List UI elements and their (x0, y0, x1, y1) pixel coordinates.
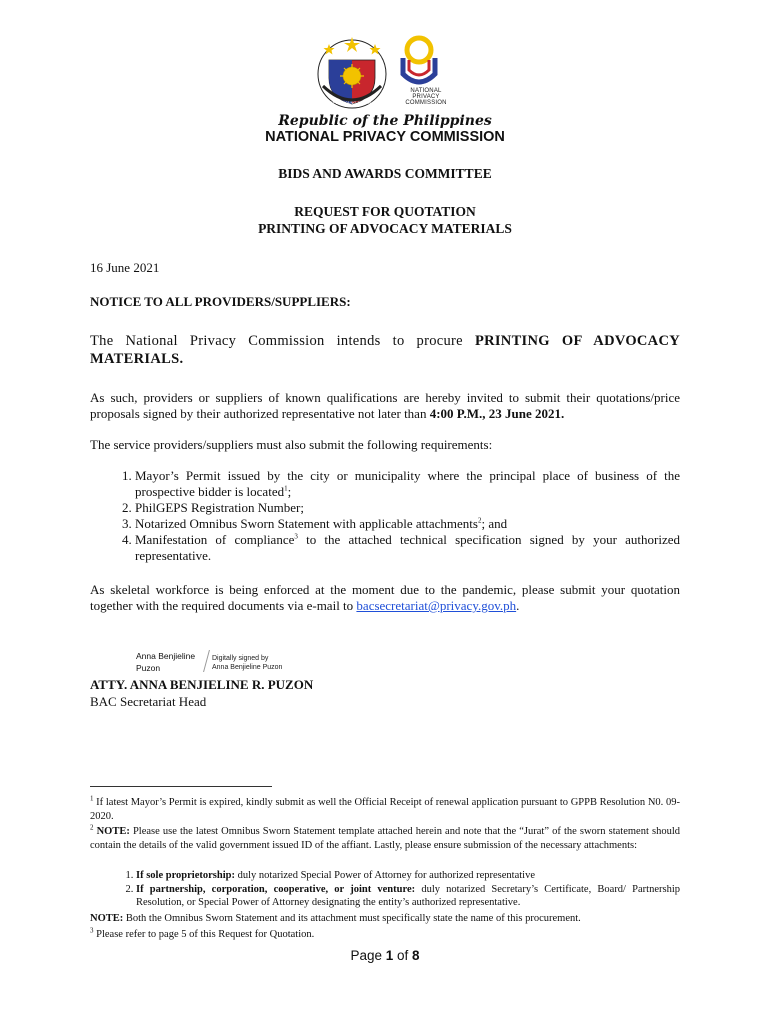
republic-heading: Republic of the Philippines (278, 113, 492, 129)
rfq-title: REQUEST FOR QUOTATION (294, 204, 476, 219)
invitation-paragraph (90, 390, 680, 422)
list-item: 2. If partnership, corporation, cooperative, or joint venture: duly notarized Secretary’s Certificate, Board/ Partnership Resolution, or Special Power of Attorney designating the entity’s authorized representative. (136, 883, 680, 910)
npc-logo-line: PRIVACY (412, 94, 440, 100)
requirements-list (90, 468, 680, 564)
rfq-subject: PRINTING OF ADVOCACY MATERIALS (258, 221, 512, 236)
email-link[interactable]: bacsecretariat@privacy.gov.ph (356, 598, 517, 613)
deadline: 4:00 P.M., 23 June 2021. (429, 406, 565, 421)
npc-logo-text (400, 88, 452, 106)
npc-logo-line: COMMISSION (405, 100, 447, 106)
commission-heading: NATIONAL PRIVACY COMMISSION (265, 129, 505, 145)
svg-text:REPUBLIKA NG PILIPINAS: REPUBLIKA NG PILIPINAS (327, 100, 377, 105)
signatory-title: BAC Secretariat Head (90, 694, 207, 709)
intro-text: The National Privacy Commission intends to procure (90, 333, 475, 349)
signatory-name: ATTY. ANNA BENJIELINE R. PUZON (90, 677, 314, 692)
footnote-2-list (90, 869, 680, 910)
intro-paragraph (90, 332, 680, 368)
list-item: 3. Notarized Omnibus Sworn Statement with applicable attachments$^2$; and (135, 516, 680, 532)
footnote-divider (90, 786, 272, 787)
requirements-intro: The service providers/suppliers must also submit the following requirements: (90, 437, 493, 452)
intro-bold: PRINTING OF ADVOCACY MATERIALS. (90, 333, 680, 367)
list-item: 2. PhilGEPS Registration Number; (135, 500, 680, 516)
notice-heading: NOTICE TO ALL PROVIDERS/SUPPLIERS: (90, 294, 351, 309)
submission-text: As skeletal workforce is being enforced at the moment due to the pandemic, please submit your quotation together with the required documents via e-mail to (90, 582, 680, 613)
header-logos (315, 34, 465, 114)
philippine-seal-icon (315, 34, 389, 110)
submission-paragraph: As skeletal workforce is being enforced at the moment due to the pandemic, please submit your quotation together with the required documents via e-mail to bacsecretariat@privacy.gov.ph. (90, 582, 680, 613)
footnote-3: $^3$ Please refer to page 5 of this Request for Quotation. (90, 926, 315, 940)
footnote-1: $^1$ If latest Mayor’s Permit is expired, kindly submit as well the Official Receipt of renewal application pursuant to GPPB Resolution N0. 09-2020. (90, 794, 680, 822)
list-item: 1. Mayor’s Permit issued by the city or municipality where the principal place of business of the prospective bidder is located$^1$; (135, 468, 680, 500)
document-date: 16 June 2021 (90, 260, 160, 275)
committee-heading: BIDS AND AWARDS COMMITTEE (278, 166, 492, 181)
digital-signature (136, 650, 356, 676)
list-item: 4. Manifestation of compliance$^3$ to the attached technical specification signed by your authorized representative. (135, 532, 680, 564)
invitation-text: As such, providers or suppliers of known qualifications are hereby invited to submit their quotations/price proposals signed by their authorized representative not later than (90, 390, 680, 421)
footnote-2: $^2$ NOTE: Please use the latest Omnibus Sworn Statement template attached herein and note that the “Jurat” of the sworn statement should contain the details of the valid government issued ID of the affiant. Lastly, please ensure submission of the necessary attachments: (90, 823, 680, 851)
footnote-note: NOTE: Both the Omnibus Sworn Statement and its attachment must specifically state the name of this procurement. (90, 913, 581, 924)
signature-digital-note: Digitally signed by Anna Benjieline Puzon (212, 655, 283, 671)
list-item: 1. If sole proprietorship: duly notarized Special Power of Attorney for authorized representative (136, 869, 680, 883)
page-number: Page 1 of 8 (350, 948, 420, 963)
npc-logo-line: NATIONAL (410, 88, 442, 94)
signature-name: Anna Benjieline Puzon (136, 651, 196, 673)
